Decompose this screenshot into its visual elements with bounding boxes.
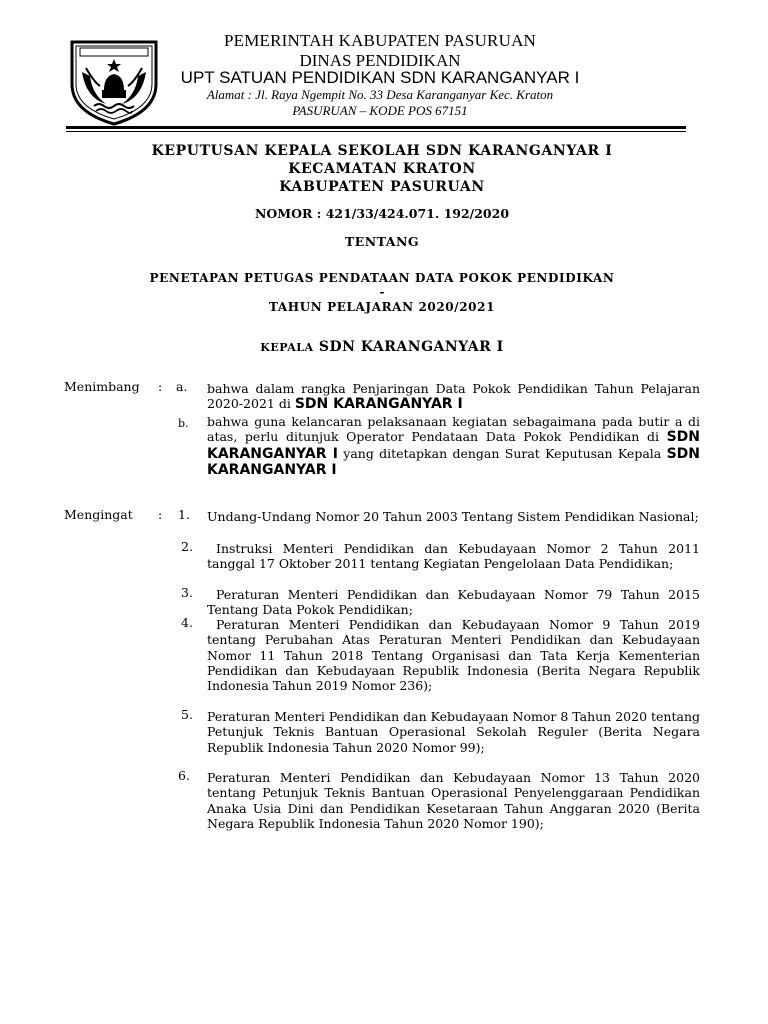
mengingat-item-5-mark: 5. bbox=[181, 707, 193, 722]
subject-line-2: TAHUN PELAJARAN 2020/2021 bbox=[268, 300, 496, 314]
kepala-prefix: KEPALA bbox=[260, 341, 314, 354]
pasuruan-regency-emblem-icon bbox=[66, 32, 162, 128]
subject-dash: - bbox=[379, 285, 385, 299]
letterhead-postal-code: PASURUAN – KODE POS 67151 bbox=[292, 103, 468, 118]
subject-line-1: PENETAPAN PETUGAS PENDATAAN DATA POKOK PENDIDIKAN bbox=[149, 271, 615, 285]
letterhead-school: UPT SATUAN PENDIDIKAN SDN KARANGANYAR I bbox=[180, 68, 580, 87]
decree-title-line-3: KABUPATEN PASURUAN bbox=[279, 179, 485, 195]
letterhead-divider-thick bbox=[66, 126, 686, 129]
menimbang-item-a-mark: a. bbox=[176, 379, 188, 394]
mengingat-item-6: Peraturan Menteri Pendidikan dan Kebudayaan Nomor 13 Tahun 2020 tentang Petunjuk Teknis Bantuan Operasional Penyelenggaraan Pendidikan Anaka Usia Dini dan Pendidikan Kesetaraan Tahun Anggaran 2020 (Berita Negara Republik Indonesia Tahun 2020 Nomor 190); bbox=[207, 770, 700, 831]
mengingat-item-2: Instruksi Menteri Pendidikan dan Kebudayaan Nomor 2 Tahun 2011 tanggal 17 Oktober 2011 tentang Kegiatan Pengelolaan Data Pendidikan; bbox=[207, 541, 700, 572]
letterhead-department: DINAS PENDIDIKAN bbox=[299, 51, 461, 70]
mengingat-item-6-mark: 6. bbox=[178, 768, 190, 783]
mengingat-item-1: Undang-Undang Nomor 20 Tahun 2003 Tentang Sistem Pendidikan Nasional; bbox=[207, 509, 699, 524]
menimbang-item-a: bahwa dalam rangka Penjaringan Data Pokok Pendidikan Tahun Pelajaran 2020-2021 di SDN KARANGANYAR I bbox=[207, 381, 700, 413]
decree-number: NOMOR : 421/33/424.071. 192/2020 bbox=[254, 206, 510, 221]
mengingat-item-1-mark: 1. bbox=[178, 507, 190, 522]
mengingat-item-4: Peraturan Menteri Pendidikan dan Kebudayaan Nomor 9 Tahun 2019 tentang Perubahan Atas Peraturan Menteri Pendidikan dan Kebudayaan Nomor 11 Tahun 2018 Tentang Organisasi dan Tata Kerja Kementerian Pendidikan dan Kebudayaan Republik Indonesia (Berita Negara Republik Indonesia Tahun 2019 Nomor 236); bbox=[207, 617, 700, 694]
menimbang-item-b-mark: b. bbox=[178, 417, 189, 430]
mengingat-label: Mengingat : bbox=[64, 507, 163, 522]
mengingat-item-2-mark: 2. bbox=[181, 539, 193, 554]
decree-title-line-1: KEPUTUSAN KEPALA SEKOLAH SDN KARANGANYAR I bbox=[151, 143, 613, 159]
letterhead-government: PEMERINTAH KABUPATEN PASURUAN bbox=[223, 31, 537, 50]
mengingat-item-3-mark: 3. bbox=[181, 585, 193, 600]
mengingat-item-3: Peraturan Menteri Pendidikan dan Kebudayaan Nomor 79 Tahun 2015 Tentang Data Pokok Pendidikan; bbox=[207, 587, 700, 618]
kepala-heading bbox=[60, 340, 704, 354]
letterhead-divider-thin bbox=[66, 131, 686, 132]
decree-title-line-2: KECAMATAN KRATON bbox=[288, 161, 476, 177]
mengingat-item-5: Peraturan Menteri Pendidikan dan Kebudayaan Nomor 8 Tahun 2020 tentang Petunjuk Teknis Bantuan Operasional Sekolah Reguler (Berita Negara Republik Indonesia Tahun 2020 Nomor 99); bbox=[207, 709, 700, 755]
menimbang-label: Menimbang : bbox=[64, 379, 163, 394]
menimbang-item-b: bahwa guna kelancaran pelaksanaan kegiatan sebagaimana pada butir a di atas, perlu ditunjuk Operator Pendataan Data Pokok Pendidikan di SDN KARANGANYAR I yang ditetapkan dengan Surat Keputusan Kepala SDN KARANGANYAR I bbox=[207, 414, 700, 478]
mengingat-item-4-mark: 4. bbox=[181, 615, 193, 630]
letterhead-address: Alamat : Jl. Raya Ngempit No. 33 Desa Karanganyar Kec. Kraton bbox=[206, 87, 554, 102]
kepala-school-name: SDN KARANGANYAR I bbox=[318, 339, 504, 355]
tentang-heading: TENTANG bbox=[344, 234, 420, 249]
